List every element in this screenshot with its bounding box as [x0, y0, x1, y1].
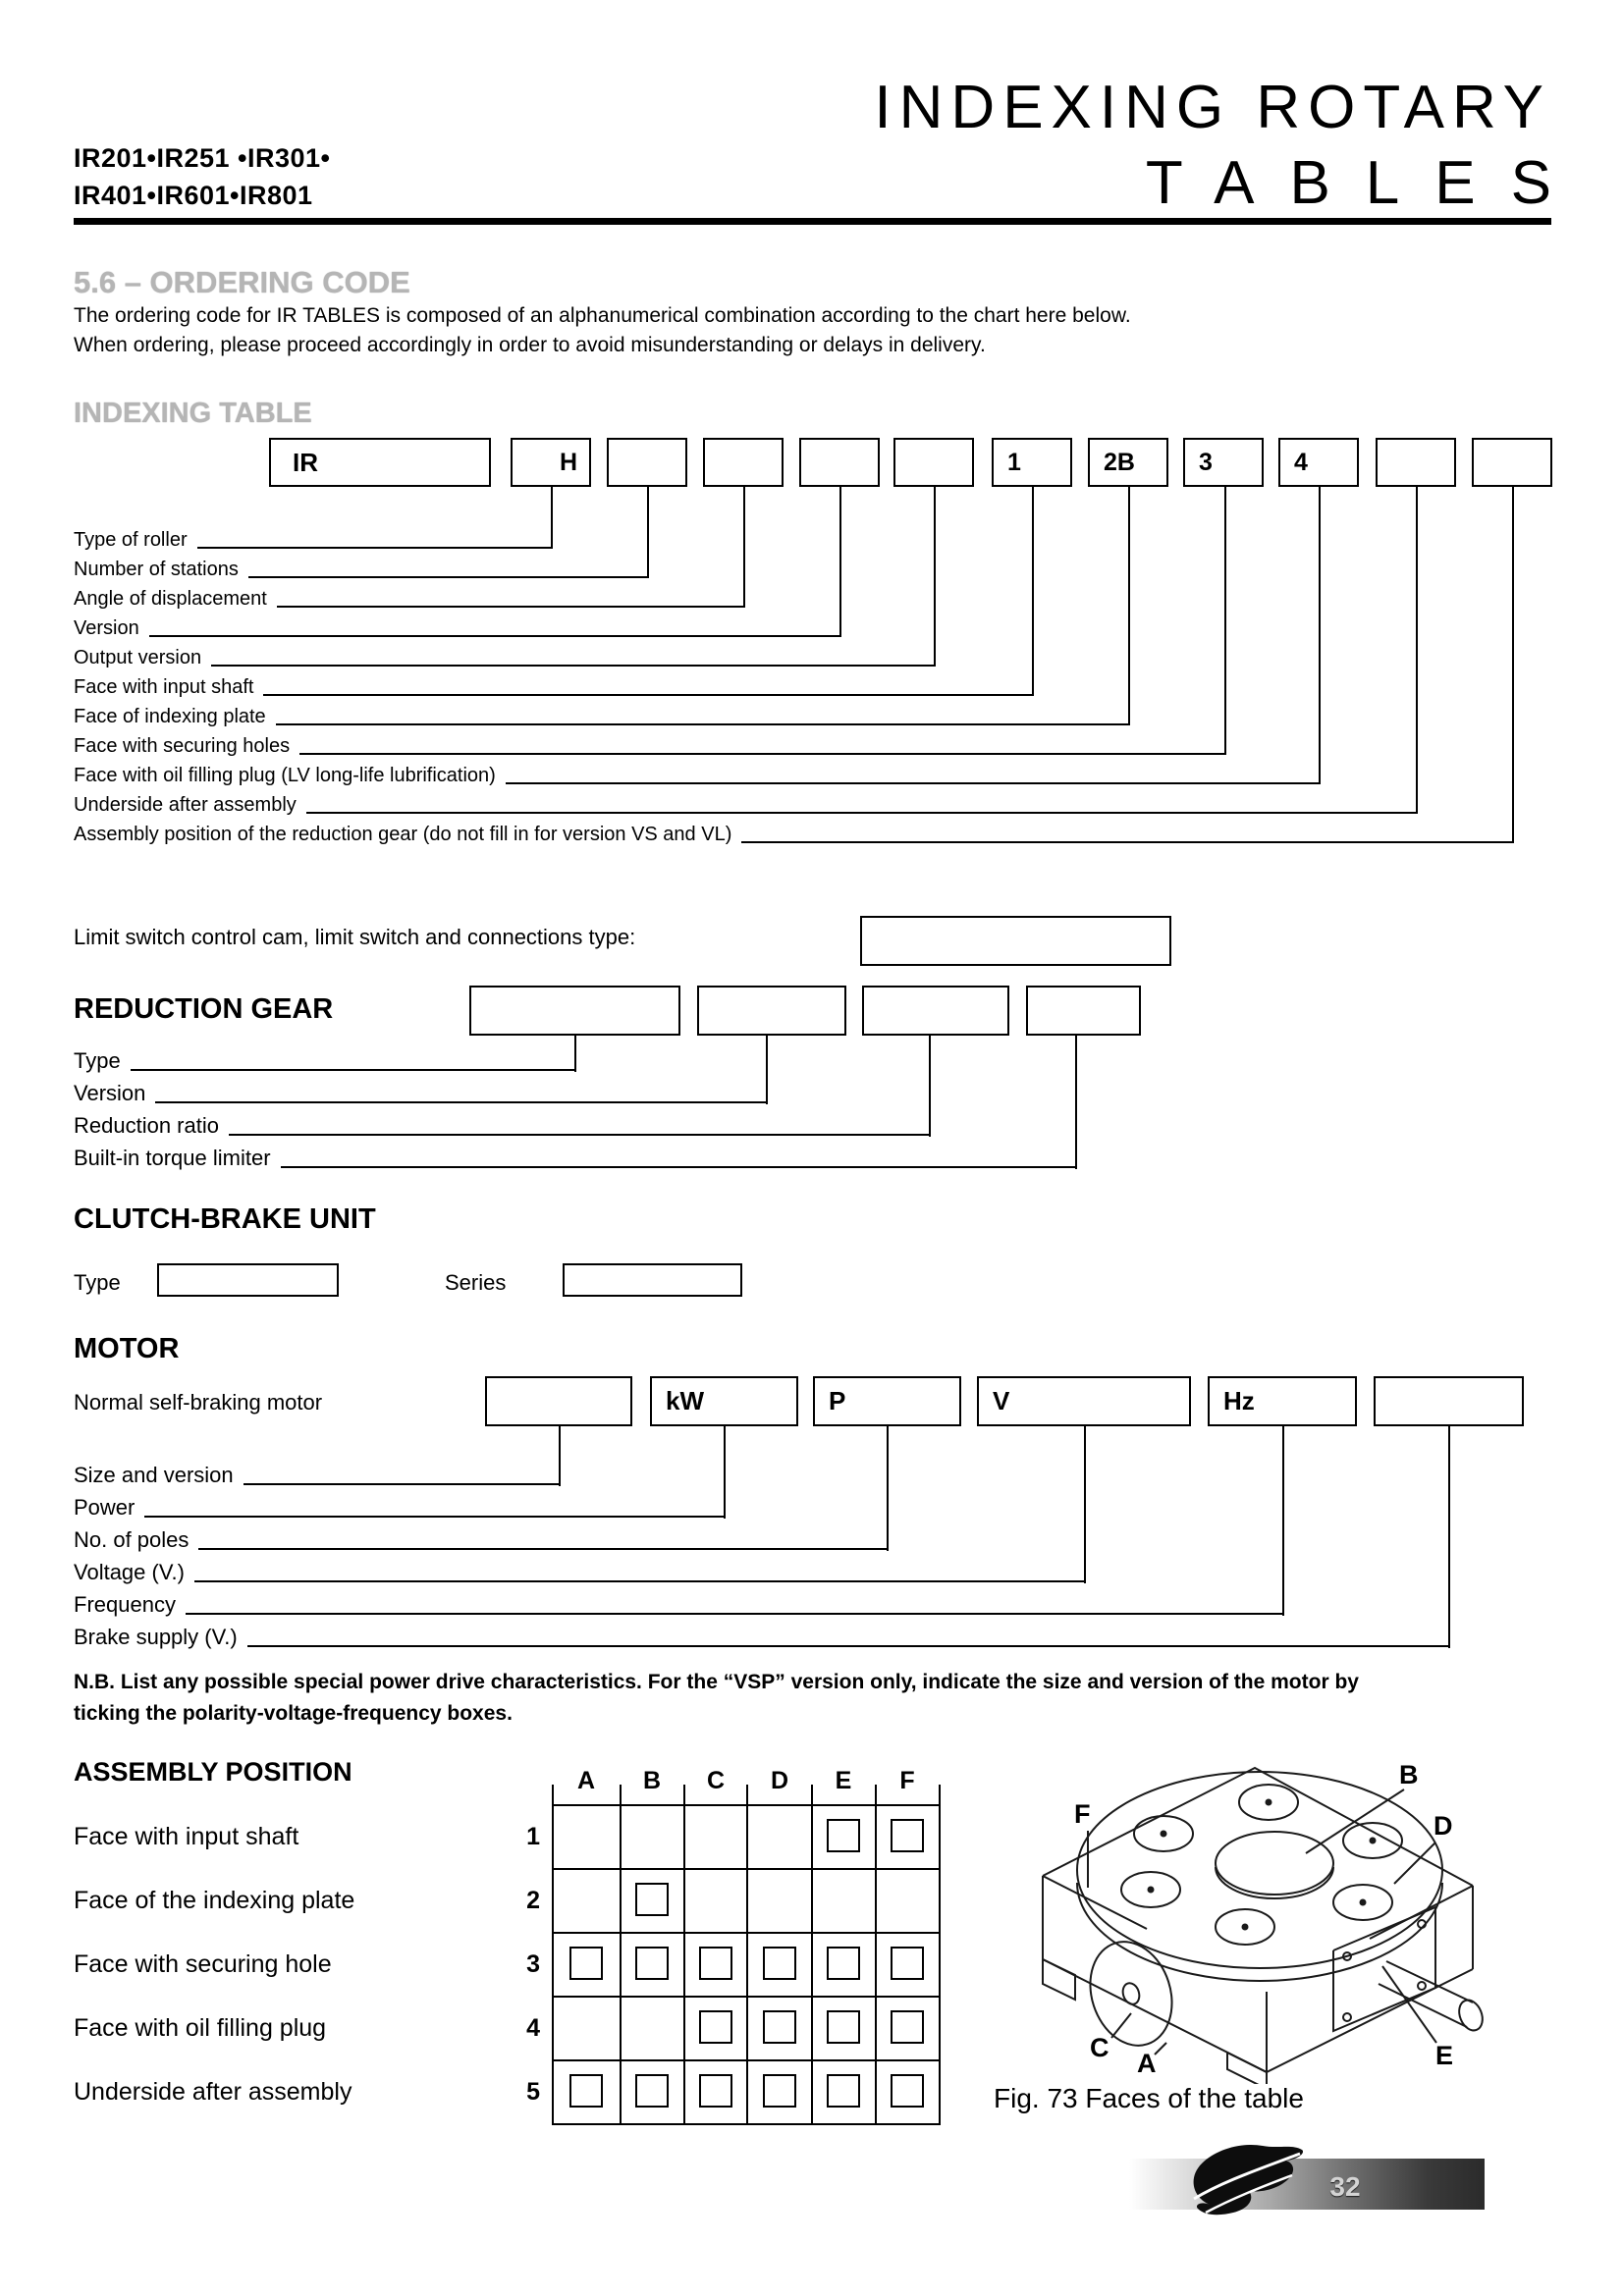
- code-box-roller[interactable]: H: [511, 438, 591, 487]
- leader-row: [74, 1560, 1086, 1585]
- leader-row: [74, 793, 1418, 817]
- motor-box-brake[interactable]: [1374, 1376, 1524, 1426]
- leader-connector: [1512, 487, 1514, 843]
- leader-connector: [1224, 487, 1226, 755]
- model-list-line2: IR401•IR601•IR801: [74, 181, 313, 210]
- leader-label: Type: [74, 1048, 121, 1073]
- indexing-table-heading: INDEXING TABLE: [74, 398, 312, 429]
- leader-line: [149, 635, 841, 637]
- assembly-row-number: 5: [526, 2078, 540, 2106]
- leader-line: [186, 1613, 1284, 1615]
- code-box-prefix[interactable]: IR: [269, 438, 491, 487]
- assembly-col-header: C: [706, 1767, 726, 1794]
- section-heading: 5.6 – ORDERING CODE: [74, 265, 410, 299]
- assembly-row-number: 3: [526, 1950, 540, 1978]
- leader-line: [197, 547, 553, 549]
- grid-line: [552, 2123, 941, 2125]
- assembly-checkbox[interactable]: [891, 2010, 924, 2044]
- assembly-checkbox[interactable]: [763, 2074, 796, 2108]
- grid-line: [552, 1996, 941, 1998]
- assembly-checkbox[interactable]: [827, 2010, 860, 2044]
- leader-label: Face with input shaft: [74, 676, 254, 698]
- leader-row: [74, 1463, 561, 1488]
- rg-box-version[interactable]: [697, 986, 846, 1036]
- assembly-checkbox[interactable]: [569, 2074, 603, 2108]
- assembly-row-label: Face with input shaft: [74, 1823, 299, 1850]
- leader-row: [74, 1527, 889, 1553]
- leader-label: Face with securing holes: [74, 735, 291, 757]
- motor-box-size[interactable]: [485, 1376, 632, 1426]
- grid-line: [811, 1785, 813, 2125]
- reduction-gear-heading: REDUCTION GEAR: [74, 993, 334, 1025]
- assembly-checkbox[interactable]: [891, 2074, 924, 2108]
- motor-row-label: Normal self-braking motor: [74, 1390, 323, 1415]
- assembly-col-header: E: [835, 1767, 852, 1794]
- leader-line: [506, 782, 1321, 784]
- leader-row: [74, 1592, 1284, 1618]
- grid-line: [939, 1785, 941, 2125]
- assembly-position-heading: ASSEMBLY POSITION: [74, 1757, 352, 1787]
- leader-label: Face of indexing plate: [74, 706, 266, 727]
- code-box-version[interactable]: [799, 438, 880, 487]
- assembly-checkbox[interactable]: [763, 2010, 796, 2044]
- leader-line: [281, 1166, 1077, 1168]
- leader-connector: [1128, 487, 1130, 725]
- assembly-checkbox[interactable]: [635, 1947, 669, 1980]
- limit-switch-label: Limit switch control cam, limit switch and connections type:: [74, 925, 636, 949]
- leader-row: [74, 764, 1321, 787]
- motor-box-frequency[interactable]: Hz: [1208, 1376, 1357, 1426]
- leader-label: Frequency: [74, 1592, 176, 1617]
- leader-line: [131, 1069, 576, 1071]
- note-line1: N.B. List any possible special power drive characteristics. For the “VSP” version only, indicate the size and version of the motor by: [74, 1671, 1359, 1693]
- leader-line: [248, 576, 649, 578]
- face-label-e: E: [1435, 2041, 1454, 2070]
- motor-heading: MOTOR: [74, 1333, 180, 1364]
- leader-row: [74, 823, 1514, 846]
- leader-connector: [743, 487, 745, 608]
- assembly-row-number: 4: [526, 2014, 540, 2042]
- clutch-type-label: Type: [74, 1270, 121, 1295]
- leader-label: Output version: [74, 647, 202, 668]
- leader-connector: [724, 1426, 726, 1519]
- limit-switch-box[interactable]: [860, 916, 1171, 966]
- leader-connector: [1319, 487, 1321, 784]
- code-box-indexing-plate[interactable]: 2B: [1088, 438, 1168, 487]
- intro-line1: The ordering code for IR TABLES is composed of an alphanumerical combination according to the chart here below.: [74, 304, 1131, 327]
- code-box-input-shaft[interactable]: 1: [992, 438, 1072, 487]
- assembly-row-label: Underside after assembly: [74, 2078, 352, 2106]
- leader-line: [276, 723, 1130, 725]
- assembly-checkbox[interactable]: [827, 1947, 860, 1980]
- leader-row: [74, 528, 553, 552]
- leader-line: [198, 1548, 889, 1550]
- motor-box-power[interactable]: kW: [650, 1376, 798, 1426]
- clutch-brake-heading: CLUTCH-BRAKE UNIT: [74, 1203, 376, 1235]
- leader-connector: [929, 1036, 931, 1137]
- leader-label: Voltage (V.): [74, 1560, 185, 1584]
- leader-label: Power: [74, 1495, 135, 1520]
- leader-line: [155, 1101, 768, 1103]
- leader-line: [741, 841, 1514, 843]
- assembly-checkbox[interactable]: [699, 2074, 732, 2108]
- assembly-checkbox[interactable]: [699, 2010, 732, 2044]
- leader-connector: [934, 487, 936, 667]
- leader-label: Type of roller: [74, 529, 188, 551]
- page-title: [874, 73, 1587, 218]
- leader-row: [74, 1625, 1450, 1650]
- assembly-checkbox[interactable]: [891, 1947, 924, 1980]
- grid-line: [552, 1785, 554, 2125]
- assembly-checkbox[interactable]: [635, 1883, 669, 1916]
- rg-box-ratio[interactable]: [862, 986, 1009, 1036]
- assembly-checkbox[interactable]: [569, 1947, 603, 1980]
- grid-line: [875, 1785, 877, 2125]
- grid-line: [552, 1868, 941, 1870]
- code-box-angle[interactable]: [703, 438, 784, 487]
- leader-connector: [1032, 487, 1034, 696]
- assembly-row-label: Face with oil filling plug: [74, 2014, 327, 2042]
- leader-label: Number of stations: [74, 559, 239, 580]
- grid-line: [746, 1785, 748, 2125]
- clutch-type-box[interactable]: [157, 1263, 339, 1297]
- motor-box-poles[interactable]: P: [813, 1376, 961, 1426]
- assembly-col-header: B: [642, 1767, 662, 1794]
- code-box-output[interactable]: [893, 438, 974, 487]
- leader-line: [144, 1516, 726, 1518]
- motor-box-voltage[interactable]: V: [977, 1376, 1191, 1426]
- leader-line: [299, 753, 1226, 755]
- leader-label: Assembly position of the reduction gear (do not fill in for version VS and VL): [74, 824, 732, 845]
- clutch-series-label: Series: [445, 1270, 507, 1295]
- note-line2: ticking the polarity-voltage-frequency boxes.: [74, 1702, 513, 1725]
- grid-line: [552, 2059, 941, 2061]
- leader-line: [277, 606, 745, 608]
- code-box-underside[interactable]: [1376, 438, 1456, 487]
- leader-connector: [559, 1426, 561, 1486]
- leader-line: [247, 1645, 1450, 1647]
- assembly-row-number: 1: [526, 1823, 540, 1850]
- assembly-row-label: Face with securing hole: [74, 1950, 332, 1978]
- leader-connector: [647, 487, 649, 578]
- leader-connector: [574, 1036, 576, 1072]
- rotary-table-illustration: [982, 1760, 1532, 2084]
- assembly-col-header: D: [770, 1767, 789, 1794]
- leader-row: [74, 734, 1226, 758]
- leader-label: Version: [74, 617, 139, 639]
- leader-line: [194, 1580, 1086, 1582]
- figure-caption: Fig. 73 Faces of the table: [994, 2083, 1304, 2113]
- assembly-checkbox[interactable]: [635, 2074, 669, 2108]
- leader-connector: [1282, 1426, 1284, 1616]
- header-rule: [74, 218, 1551, 225]
- leader-connector: [1416, 487, 1418, 814]
- page-number: 32: [1329, 2171, 1361, 2202]
- leader-row: [74, 1495, 726, 1521]
- assembly-row-number: 2: [526, 1887, 540, 1914]
- grid-line: [620, 1785, 622, 2125]
- face-label-d: D: [1434, 1811, 1453, 1841]
- leader-connector: [1075, 1036, 1077, 1169]
- leader-label: Version: [74, 1081, 146, 1105]
- leader-line: [229, 1134, 931, 1136]
- assembly-col-header: F: [899, 1767, 915, 1794]
- leader-row: [74, 1081, 768, 1106]
- intro-line2: When ordering, please proceed accordingly in order to avoid misunderstanding or delays in delivery.: [74, 334, 986, 356]
- grid-line: [683, 1785, 685, 2125]
- leader-connector: [839, 487, 841, 637]
- leader-label: Size and version: [74, 1463, 234, 1487]
- code-box-stations[interactable]: [607, 438, 687, 487]
- grid-line: [552, 1932, 941, 1934]
- grid-line: [552, 1804, 941, 1806]
- assembly-row-label: Face of the indexing plate: [74, 1887, 355, 1914]
- model-list-line1: IR201•IR251 •IR301•: [74, 143, 331, 173]
- face-label-a: A: [1137, 2049, 1157, 2078]
- leader-line: [306, 812, 1418, 814]
- leader-line: [211, 665, 936, 667]
- leader-connector: [551, 487, 553, 549]
- leader-row: [74, 1048, 576, 1074]
- leader-label: No. of poles: [74, 1527, 189, 1552]
- face-label-f: F: [1074, 1799, 1091, 1829]
- assembly-checkbox[interactable]: [827, 1819, 860, 1852]
- leader-row: [74, 1146, 1077, 1171]
- leader-connector: [1448, 1426, 1450, 1648]
- rg-box-type[interactable]: [469, 986, 680, 1036]
- assembly-col-header: A: [576, 1767, 596, 1794]
- leader-label: Face with oil filling plug (LV long-life lubrification): [74, 765, 496, 786]
- clutch-series-box[interactable]: [563, 1263, 742, 1297]
- leader-connector: [887, 1426, 889, 1551]
- page-title-line2: TABLES: [1145, 149, 1587, 217]
- leader-row: [74, 1113, 931, 1139]
- assembly-checkbox[interactable]: [699, 1947, 732, 1980]
- code-box-oil-plug[interactable]: 4: [1278, 438, 1359, 487]
- leader-label: Reduction ratio: [74, 1113, 219, 1138]
- leader-line: [263, 694, 1034, 696]
- leader-label: Built-in torque limiter: [74, 1146, 271, 1170]
- face-label-b: B: [1399, 1760, 1419, 1789]
- page-title-line1: INDEXING ROTARY: [874, 74, 1551, 141]
- assembly-checkbox[interactable]: [827, 2074, 860, 2108]
- leader-row: [74, 675, 1034, 699]
- leader-row: [74, 705, 1130, 728]
- leader-row: [74, 587, 745, 611]
- leader-label: Brake supply (V.): [74, 1625, 238, 1649]
- assembly-checkbox[interactable]: [763, 1947, 796, 1980]
- leader-row: [74, 646, 936, 669]
- rg-box-limiter[interactable]: [1026, 986, 1141, 1036]
- leader-connector: [1084, 1426, 1086, 1583]
- leader-line: [243, 1483, 561, 1485]
- brand-logo-icon: [1176, 2136, 1310, 2230]
- assembly-checkbox[interactable]: [891, 1819, 924, 1852]
- leader-connector: [766, 1036, 768, 1104]
- leader-label: Angle of displacement: [74, 588, 267, 610]
- code-box-securing-holes[interactable]: 3: [1183, 438, 1264, 487]
- face-label-c: C: [1090, 2033, 1109, 2062]
- model-list: [74, 139, 331, 214]
- leader-row: [74, 558, 649, 581]
- leader-label: Underside after assembly: [74, 794, 297, 816]
- code-box-assembly-pos[interactable]: [1472, 438, 1552, 487]
- leader-row: [74, 616, 841, 640]
